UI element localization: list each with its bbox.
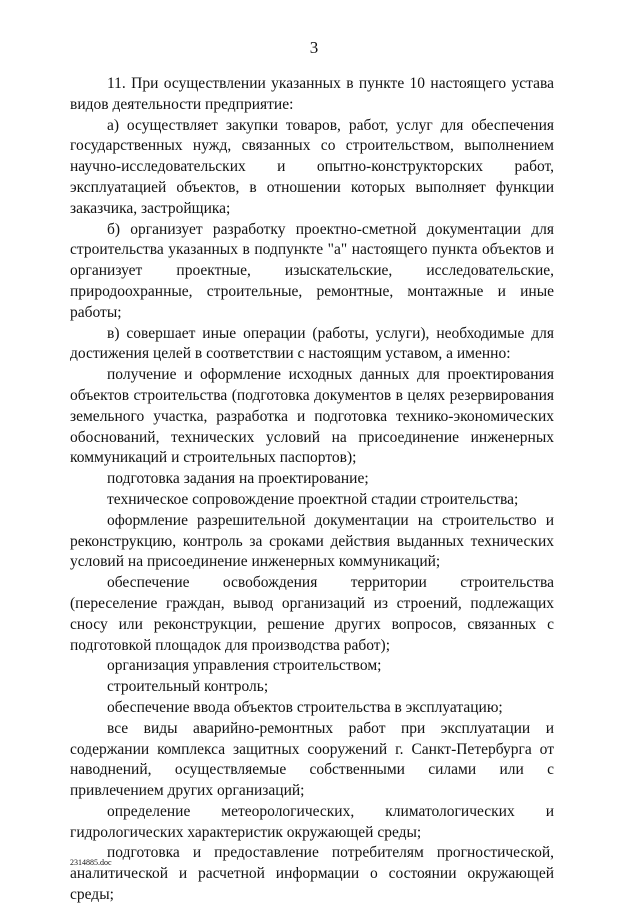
- paragraph-subitem-v: в) совершает иные операции (работы, услуги), необходимые для достижения целей в соответствии с настоящим уставом, а именно:: [70, 324, 554, 363]
- list-item-construction-control: строительный контроль;: [107, 678, 269, 696]
- document-body: [70, 74, 554, 906]
- list-item-design-task: подготовка задания на проектирование;: [107, 470, 369, 488]
- paragraph-subitem-b: б) организует разработку проектно-сметной документации для строительства указанных в подпункте "а" настоящего пункта объектов и организует проектные, изыскательские, исследовательские, природоохранные, строительные, ремонтные, монтажные и иные работы;: [70, 220, 554, 321]
- paragraph-item-11: 11. При осуществлении указанных в пункте 10 настоящего устава видов деятельности предприятие:: [70, 75, 554, 113]
- paragraph-subitem-a: а) осуществляет закупки товаров, работ, услуг для обеспечения государственных нужд, связанных со строительством, выполнением научно-исследовательских и опытно-конструкторских работ, эксплуатацией объектов, в отношении которых выполняет функции заказчика, застройщика;: [70, 116, 554, 217]
- page-number: 3: [309, 38, 319, 57]
- list-item-territory-clearance: обеспечение освобождения территории строительства (переселение граждан, вывод организаций из строений, подлежащих сносу или реконструкции, решение других вопросов, связанных с подготовкой площадок для производства работ);: [70, 574, 554, 654]
- list-item-commissioning: обеспечение ввода объектов строительства в эксплуатацию;: [107, 698, 503, 716]
- list-item-technical-support: техническое сопровождение проектной стадии строительства;: [107, 490, 519, 508]
- list-item-forecast-info: подготовка и предоставление потребителям прогностической, аналитической и расчетной информации о состоянии окружающей среды;: [70, 844, 554, 904]
- list-item-meteorological: определение метеорологических, климатологических и гидрологических характеристик окружающей среды;: [70, 802, 554, 841]
- footer-filename: 2314885.doc: [70, 858, 112, 867]
- list-item-permits: оформление разрешительной документации на строительство и реконструкцию, контроль за сроками действия выданных технических условий на присоединение инженерных коммуникаций;: [70, 511, 554, 571]
- list-item-initial-data: получение и оформление исходных данных для проектирования объектов строительства (подготовка документов в целях резервирования земельного участка, разработка и подготовка технико-экономических обоснований, технических условий на присоединение инженерных коммуникаций и строительных паспортов);: [70, 366, 554, 467]
- list-item-construction-management: организация управления строительством;: [107, 657, 382, 675]
- list-item-emergency-repairs: все виды аварийно-ремонтных работ при эксплуатации и содержании комплекса защитных сооружений г. Санкт-Петербурга от наводнений, осуществляемые собственными силами или с привлечением других организаций;: [70, 719, 554, 800]
